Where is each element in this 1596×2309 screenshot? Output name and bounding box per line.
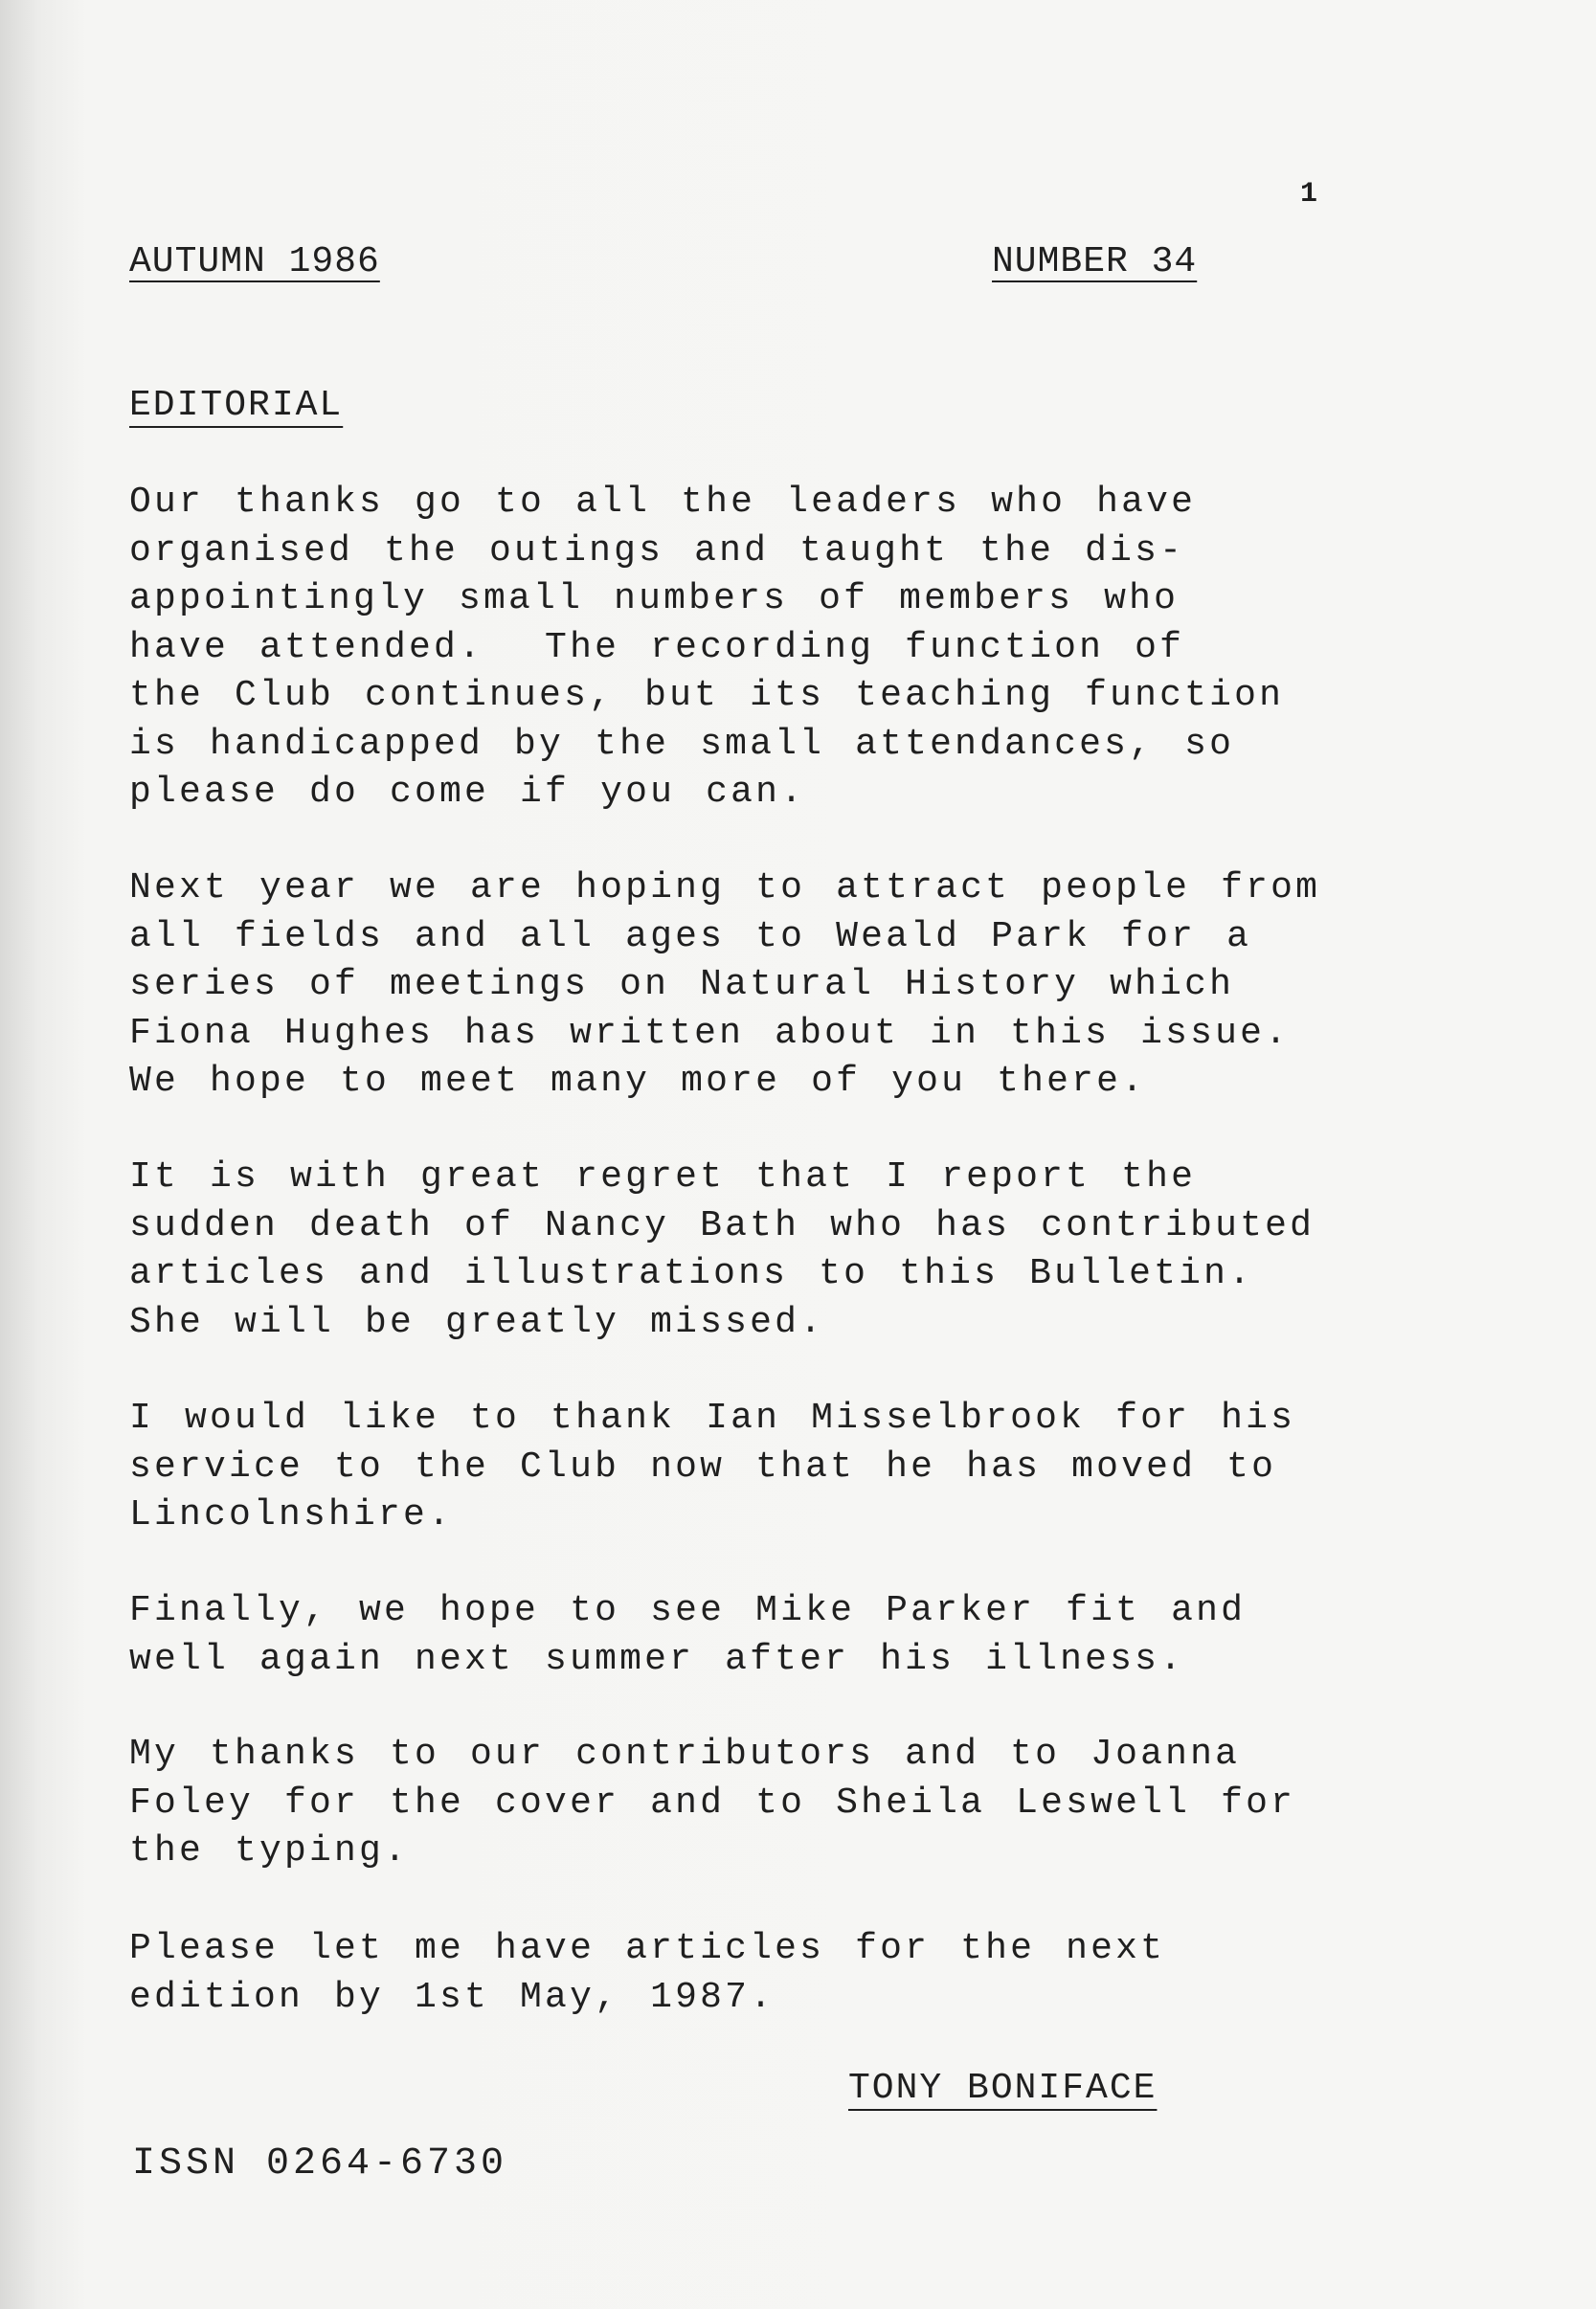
- paragraph-thanks: Our thanks go to all the leaders who have organised the outings and taught the dis- appointingly small numbers of members who have attended. The recording function of the Club continues, but its teaching function is handicapped by the small attendances, so please do come if you can.: [129, 482, 1285, 813]
- page-number: 1: [1300, 178, 1318, 211]
- paragraph-deadline: Please let me have articles for the next edition by 1st May, 1987.: [129, 1928, 1166, 2018]
- issn-number: ISSN 0264-6730: [132, 2142, 508, 2186]
- issue-number: NUMBER 34: [992, 241, 1198, 282]
- section-title: EDITORIAL: [129, 385, 344, 426]
- issue-season: AUTUMN 1986: [129, 241, 380, 282]
- paragraph-weald-park: Next year we are hoping to attract people from all fields and all ages to Weald Park for a series of meetings on Natural History which Fiona Hughes has written about in this issue. We hope to meet many more of you there.: [129, 867, 1321, 1102]
- paragraph-parker: Finally, we hope to see Mike Parker fit and well again next summer after his illness.: [129, 1590, 1247, 1680]
- paragraph-misselbrook: I would like to thank Ian Misselbrook for his service to the Club now that he has moved to Lincolnshire.: [129, 1398, 1296, 1536]
- paragraph-obituary: It is with great regret that I report the sudden death of Nancy Bath who has contributed articles and illustrations to this Bulletin. She will be greatly missed.: [129, 1156, 1315, 1343]
- editor-signature: TONY BONIFACE: [848, 2068, 1158, 2109]
- paragraph-contributors: My thanks to our contributors and to Joanna Foley for the cover and to Sheila Leswell for the typing.: [129, 1734, 1296, 1872]
